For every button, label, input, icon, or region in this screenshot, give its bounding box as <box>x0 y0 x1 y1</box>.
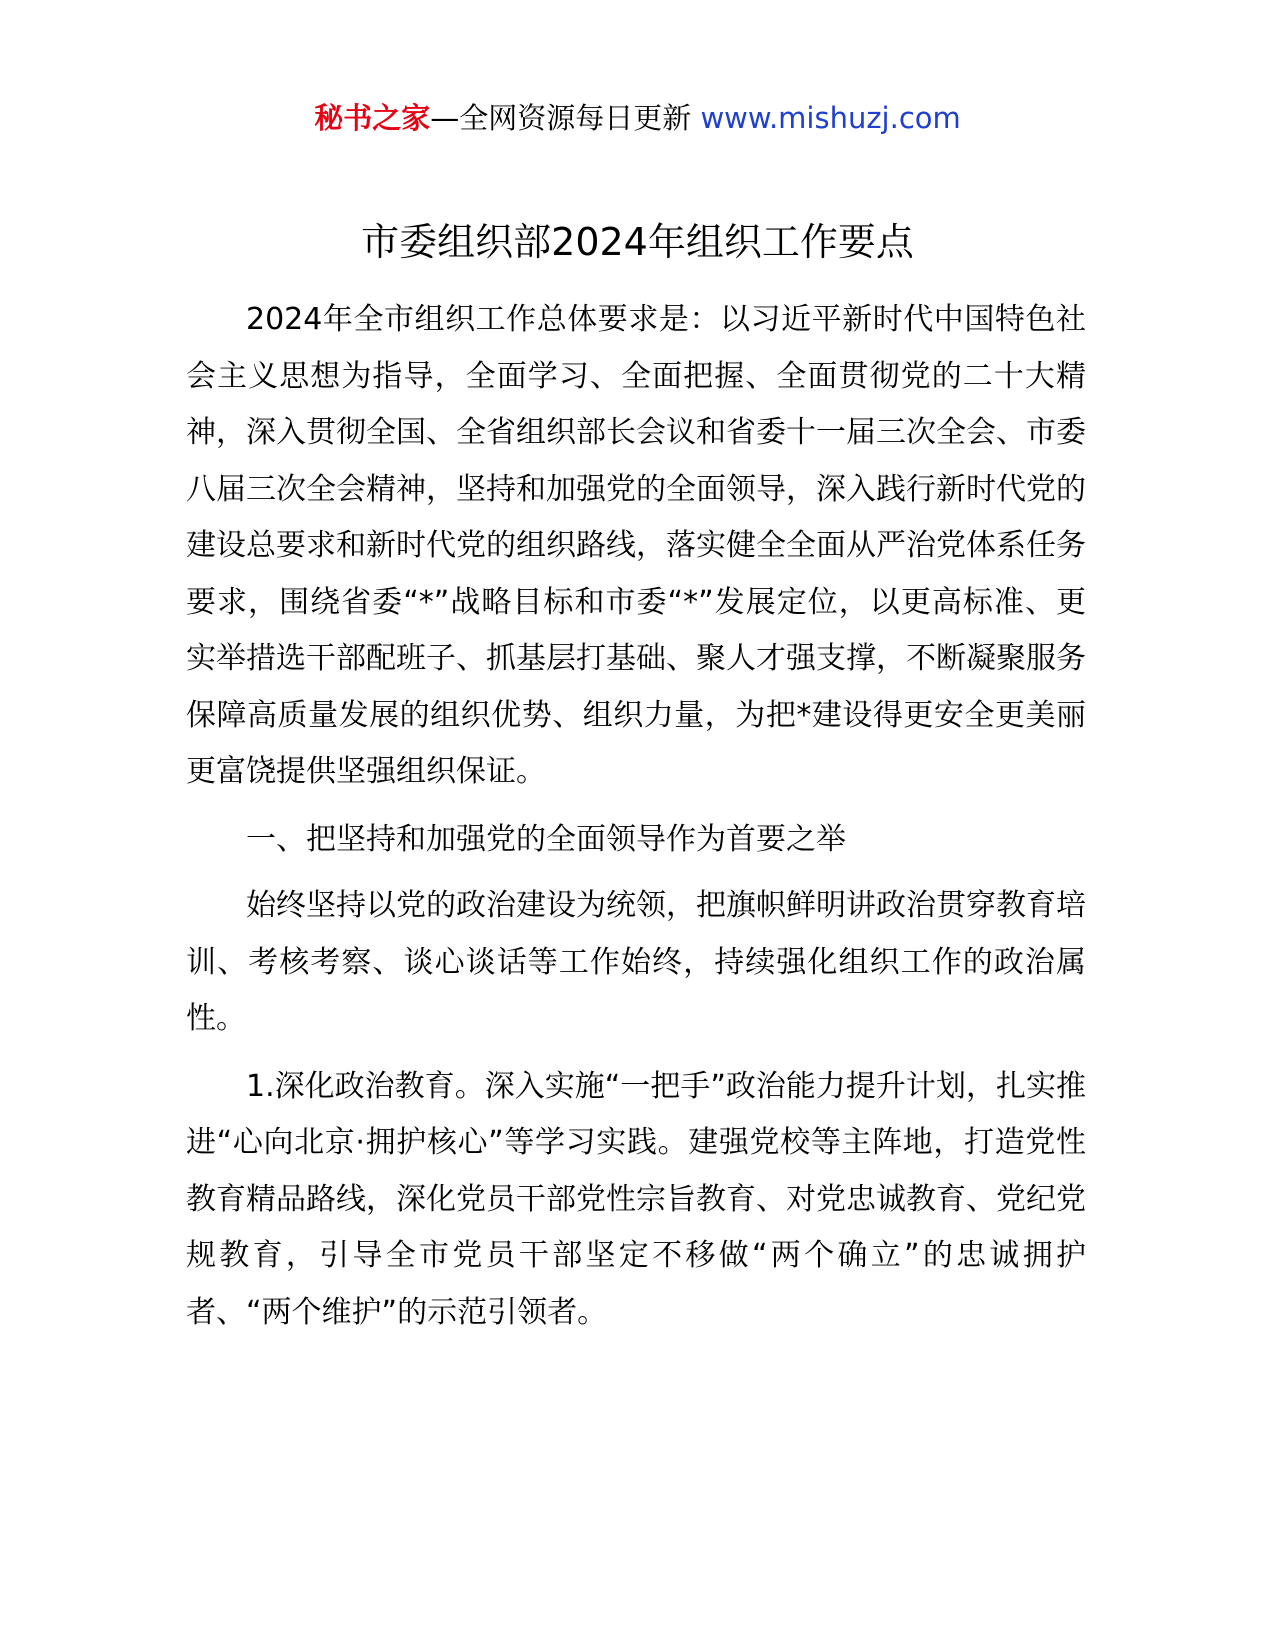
site-tagline: —全网资源每日更新 <box>430 101 692 135</box>
document-body <box>186 292 1086 1341</box>
site-header <box>0 96 1275 140</box>
site-brand: 秘书之家 <box>314 101 431 135</box>
intro-paragraph: 2024年全市组织工作总体要求是：以习近平新时代中国特色社会主义思想为指导，全面学习、全面把握、全面贯彻党的二十大精神，深入贯彻全国、全省组织部长会议和省委十一届三次全会、市委八届三次全会精神，坚持和加强党的全面领导，深入践行新时代党的建设总要求和新时代党的组织路线，落实健全全面从严治党体系任务要求，围绕省委“*”战略目标和市委“*”发展定位，以更高标准、更实举措选干部配班子、抓基层打基础、聚人才强支撑，不断凝聚服务保障高质量发展的组织优势、组织力量，为把*建设得更安全更美丽更富饶提供坚强组织保证。 <box>186 302 1086 789</box>
site-url-link[interactable]: www.mishuzj.com <box>700 101 961 135</box>
section-paragraph: 始终坚持以党的政治建设为统领，把旗帜鲜明讲政治贯穿教育培训、考核考察、谈心谈话等工作始终，持续强化组织工作的政治属性。 <box>186 888 1086 1036</box>
section-heading: 一、把坚持和加强党的全面领导作为首要之举 <box>246 821 846 857</box>
item-paragraph: 1.深化政治教育。深入实施“一把手”政治能力提升计划，扎实推进“心向北京·拥护核心”等学习实践。建强党校等主阵地，打造党性教育精品路线，深化党员干部党性宗旨教育、对党忠诚教育、党纪党规教育，引导全市党员干部坚定不移做“两个确立”的忠诚拥护者、“两个维护”的示范引领者。 <box>186 1068 1086 1330</box>
document-title: 市委组织部2024年组织工作要点 <box>361 220 914 264</box>
